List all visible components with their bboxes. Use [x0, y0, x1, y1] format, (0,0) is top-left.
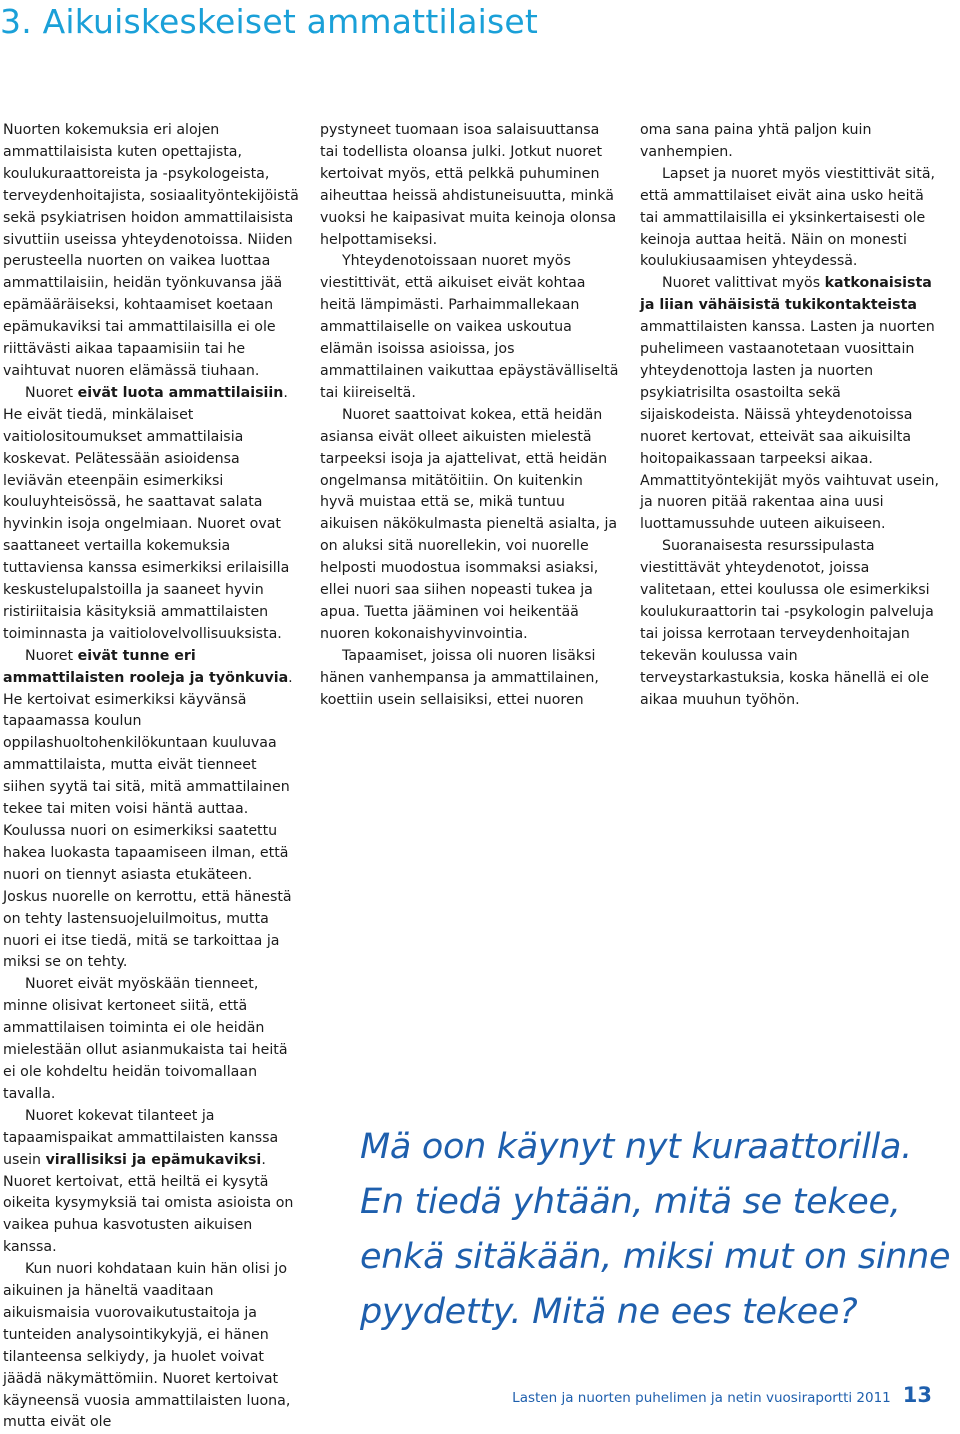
middle-paragraph-4: Tapaamiset, joissa oli nuoren lisäksi hänen vanhempansa ja ammattilainen, koettiin usein sellaisiksi, ettei nuoren — [320, 647, 599, 708]
pull-quote-line-4: pyydetty. Mitä ne ees tekee? — [360, 1292, 858, 1332]
left-paragraph-2-emphasis: eivät luota ammattilaisiin — [77, 384, 284, 401]
footer-publication-title: Lasten ja nuorten puhelimen ja netin vuosiraportti 2011 — [512, 1390, 891, 1406]
middle-paragraph-1: pystyneet tuomaan isoa salaisuuttansa tai todellista oloansa julki. Jotkut nuoret kertoivat myös, että pelkkä puhuminen aiheuttaa heissä ahdistuneisuutta, minkä vuoksi he kaipasivat muita keinoja olonsa helpottamiseksi. — [320, 122, 617, 248]
left-paragraph-5-text: . Nuoret kertoivat, että heiltä ei kysytä oikeita kysymyksiä tai omista asioista on vaikea puhua kasvotusten aikuisen kanssa. — [3, 1151, 294, 1256]
page-title: 3. Aikuiskeskeiset ammattilaiset — [0, 2, 539, 41]
left-paragraph-3-emphasis: eivät tunne eri ammattilaisten rooleja ja työnkuvia — [3, 647, 289, 686]
left-paragraph-2-lead: Nuoret — [25, 384, 78, 401]
left-paragraph-3 — [3, 646, 301, 975]
right-paragraph-3 — [640, 273, 940, 536]
pull-quote — [360, 1120, 950, 1340]
pull-quote-line-2: En tiedä yhtään, mitä se tekee, — [360, 1182, 901, 1222]
left-paragraph-3-text: . He kertoivat esimerkiksi käyvänsä tapaamassa koulun oppilashuoltohenkilökuntaan kuuluvaa ammattilaista, mutta eivät tienneet siihen syytä tai sitä, mitä ammattilainen tekee tai miten voisi häntä auttaa. Koulussa nuori on esimerkiksi saatettu hakea luokasta tapaamiseen ilman, että nuori on tiennyt asiasta etukäteen. Joskus nuorelle on kerrottu, että hänestä on tehty lastensuojeluilmoitus, mutta nuori ei itse tiedä, mitä se tarkoittaa ja miksi se on tehty. — [3, 669, 293, 971]
page-number: 13 — [902, 1383, 932, 1407]
right-column — [640, 120, 940, 711]
right-paragraph-3-emphasis: katkonaisista ja liian vähäisistä tukikontakteista — [640, 275, 932, 314]
right-paragraph-2: Lapset ja nuoret myös viestittivät sitä, että ammattilaiset eivät aina usko heitä tai ammattilaisilla ei yksinkertaisesti ole keinoja auttaa heitä. Näin on monesti koulukiusaamisen yhteydessä. — [640, 165, 936, 270]
left-paragraph-5-emphasis: virallisiksi ja epämukaviksi — [45, 1151, 262, 1168]
pull-quote-line-1: Mä oon käynyt nyt kuraattorilla. — [360, 1127, 912, 1167]
left-paragraph-6: Kun nuori kohdataan kuin hän olisi jo aikuinen ja häneltä vaaditaan aikuismaisia vuorovaikutustaitoja ja tunteiden analysointikykyjä, ei hänen tilanteensa selkiydy, ja huolet voivat jäädä näkymättömiin. Nuoret kertoivat käyneensä vuosia ammattilaisten luona, mutta eivät ole — [3, 1261, 291, 1431]
left-paragraph-5-lead: Nuoret kokevat tilanteet ja tapaamispaikat ammattilaisten kanssa usein — [3, 1107, 279, 1168]
left-paragraph-4: Nuoret eivät myöskään tienneet, minne olisivat kertoneet siitä, että ammattilaisen toiminta ei ole heidän mielestään ollut asianmukaista tai heitä ei ole kohdeltu heidän toivomallaan tavalla. — [3, 976, 288, 1102]
left-column — [3, 120, 301, 1434]
left-paragraph-1: Nuorten kokemuksia eri alojen ammattilaisista kuten opettajista, koulukuraattoreista ja -psykologeista, terveydenhoitajista, sosiaalityöntekijöistä sekä psykiatrisen hoidon ammattilaisista sivuttiin useissa yhteydenotoissa. Niiden perusteella nuorten on vaikea luottaa ammattilaisiin, heidän työnkuvansa jää epämääräiseksi, kohtaamiset koetaan epämukaviksi tai ammattilaisilla ei ole riittävästi aikaa tapaamisiin tai he vaihtuvat nuoren elämässä tiuhaan. — [3, 122, 299, 379]
left-paragraph-2-text: . He eivät tiedä, minkälaiset vaitiolositoumukset ammattilaisia koskevat. Pelätessään asioidensa leviävän eteenpäin esimerkiksi kouluyhteisössä, he saattavat salata hyvinkin isoja ongelmiaan. Nuoret ovat saattaneet vertailla kokemuksia tuttaviensa kanssa esimerkiksi erilaisilla keskustelupalstoilla ja saaneet hyvin ristiriitaisia käsityksiä ammattilaisten toiminnasta ja vaitiolovelvollisuuksista. — [3, 384, 290, 642]
right-paragraph-1: oma sana paina yhtä paljon kuin vanhempien. — [640, 122, 872, 160]
right-paragraph-3-lead: Nuoret valittivat myös — [662, 275, 825, 292]
pull-quote-line-3: enkä sitäkään, miksi mut on sinne — [360, 1237, 951, 1277]
page-footer — [512, 1383, 932, 1407]
left-paragraph-5 — [3, 1106, 301, 1259]
right-paragraph-3-text: ammattilaisten kanssa. Lasten ja nuorten puhelimeen vastaanotetaan vuosittain yhteydenottoja lasten ja nuorten psykiatrisilta osastoilta sekä sijaiskodeista. Näissä yhteydenotoissa nuoret kertovat, etteivät saa aikuisilta hoitopaikassaan tarpeeksi aikaa. Ammattityöntekijät myös vaihtuvat usein, ja nuoren pitää rakentaa aina uusi luottamussuhde uuteen aikuiseen. — [640, 319, 939, 533]
left-paragraph-2 — [3, 383, 301, 646]
right-paragraph-4: Suoranaisesta resurssipulasta viestittävät yhteydenotot, joissa valitetaan, ettei koulussa ole esimerkiksi koulukuraattorin tai -psykologin palveluja tai joissa kerrotaan terveydenhoitajan tekevän koulussa vain terveystarkastuksia, koska hänellä ei ole aikaa muuhun työhön. — [640, 538, 934, 708]
middle-paragraph-3: Nuoret saattoivat kokea, että heidän asiansa eivät olleet aikuisten mielestä tarpeeksi isoja ja ajattelivat, että heidän ongelmansa mitätöitiin. On kuitenkin hyvä muistaa että se, mikä tuntuu aikuisen näkökulmasta pieneltä asialta, ja on aluksi sitä nuorellekin, voi nuorelle helposti muodostua isommaksi asiaksi, ellei nuori saa siihen nopeasti tukea ja apua. Tuetta jääminen voi heikentää nuoren kokonaishyvinvointia. — [320, 406, 618, 642]
middle-column — [320, 120, 620, 711]
left-paragraph-3-lead: Nuoret — [25, 647, 78, 664]
middle-paragraph-2: Yhteydenotoissaan nuoret myös viestittivät, että aikuiset eivät kohtaa heitä lämpimästi. Parhaimmallekaan ammattilaiselle on vaikea uskoutua elämän isoissa asioissa, jos ammattilainen vaikuttaa epäystävälliseltä tai kiireiseltä. — [320, 253, 619, 401]
